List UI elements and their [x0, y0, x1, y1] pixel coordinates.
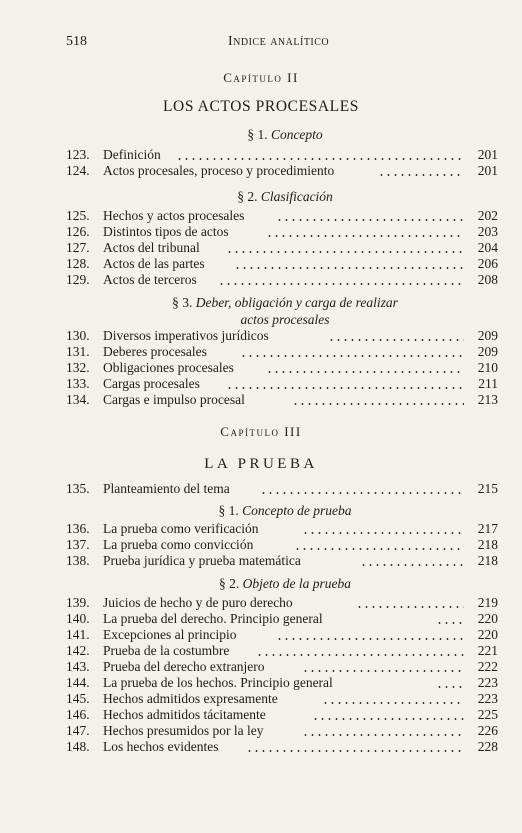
dot-leader [356, 606, 464, 608]
entry-page: 219 [477, 595, 498, 610]
chapter-label: Capítulo II [223, 70, 299, 85]
dot-leader [302, 532, 464, 534]
toc-entry[interactable] [66, 208, 498, 224]
dot-leader [266, 371, 464, 373]
entry-page: 226 [477, 723, 498, 738]
running-head-title: Indice analítico [228, 34, 330, 49]
entry-title: Diversos imperativos jurídicos [103, 328, 269, 343]
entry-title: Planteamiento del tema [103, 481, 230, 496]
dot-leader [292, 403, 464, 405]
chapter-label: Capítulo III [220, 424, 302, 439]
entry-number: 125. [66, 208, 90, 223]
toc-entry[interactable] [66, 147, 498, 163]
entry-number: 129. [66, 272, 90, 287]
entry-number: 123. [66, 147, 90, 162]
toc-entry[interactable] [66, 739, 498, 755]
entry-number: 140. [66, 611, 90, 626]
entry-title: Cargas e impulso procesal [103, 392, 245, 407]
entry-title: Deberes procesales [103, 344, 207, 359]
entry-title: Obligaciones procesales [103, 360, 234, 375]
dot-leader [276, 219, 464, 221]
entry-page: 225 [477, 707, 498, 722]
entry-title: La prueba de los hechos. Principio general [103, 675, 333, 690]
entry-number: 131. [66, 344, 90, 359]
entry-page: 201 [477, 163, 498, 178]
entry-page: 204 [477, 240, 498, 255]
chapter-title: LOS ACTOS PROCESALES [162, 98, 360, 115]
entry-page: 220 [477, 627, 498, 642]
section-heading: § 2. Objeto de la prueba [219, 576, 351, 591]
entry-page: 209 [477, 328, 498, 343]
dot-leader [302, 670, 464, 672]
entry-page: 201 [477, 147, 498, 162]
chapter-title: LA PRUEBA [204, 456, 318, 472]
toc-entry[interactable] [66, 256, 498, 272]
dot-leader [226, 251, 464, 253]
entry-page: 228 [477, 739, 498, 754]
toc-entry[interactable] [66, 611, 498, 627]
dot-leader [328, 339, 464, 341]
entry-page: 218 [477, 537, 498, 552]
toc-entry[interactable] [66, 224, 498, 240]
toc-entry[interactable] [66, 627, 498, 643]
entry-number: 142. [66, 643, 90, 658]
entry-title: Actos del tribunal [103, 240, 200, 255]
entry-page: 209 [477, 344, 498, 359]
section-heading: § 2. Clasificación [237, 189, 333, 204]
toc-entry[interactable] [66, 272, 498, 288]
entry-title: Distintos tipos de actos [103, 224, 229, 239]
entry-title: Juicios de hecho y de puro derecho [103, 595, 293, 610]
page-number: 518 [66, 34, 87, 49]
dot-leader [218, 283, 464, 285]
entry-number: 139. [66, 595, 90, 610]
dot-leader [276, 638, 464, 640]
entry-title: Actos de las partes [103, 256, 205, 271]
entry-number: 124. [66, 163, 90, 178]
entry-number: 132. [66, 360, 90, 375]
toc-entry[interactable] [66, 328, 498, 344]
entry-number: 136. [66, 521, 90, 536]
entry-title: Prueba del derecho extranjero [103, 659, 265, 674]
entry-page: 206 [477, 256, 498, 271]
entry-title: La prueba como verificación [103, 521, 259, 536]
entry-number: 141. [66, 627, 90, 642]
section-heading: § 1. Concepto de prueba [218, 503, 352, 518]
entry-number: 143. [66, 659, 90, 674]
entry-number: 147. [66, 723, 90, 738]
entry-title: Hechos y actos procesales [103, 208, 245, 223]
dot-leader [302, 734, 464, 736]
entry-title: Hechos presumidos por la ley [103, 723, 264, 738]
entry-number: 127. [66, 240, 90, 255]
running-head [66, 34, 484, 52]
toc-entry[interactable] [66, 376, 498, 392]
entry-number: 128. [66, 256, 90, 271]
dot-leader [436, 686, 464, 688]
toc-entry[interactable] [66, 595, 498, 611]
entry-title: Actos procesales, proceso y procedimiento [103, 163, 335, 178]
entry-title: La prueba como convicción [103, 537, 254, 552]
entry-number: 134. [66, 392, 90, 407]
dot-leader [260, 492, 464, 494]
entry-title: Hechos admitidos expresamente [103, 691, 278, 706]
dot-leader [266, 235, 464, 237]
entry-title: Prueba jurídica y prueba matemática [103, 553, 301, 568]
entry-page: 211 [478, 376, 498, 391]
entry-number: 133. [66, 376, 90, 391]
toc-entry[interactable] [66, 521, 498, 537]
entry-page: 223 [477, 691, 498, 706]
toc-entry[interactable] [66, 553, 498, 569]
dot-leader [256, 654, 464, 656]
dot-leader [240, 355, 464, 357]
entry-page: 210 [477, 360, 498, 375]
entry-number: 137. [66, 537, 90, 552]
toc-entry[interactable] [66, 643, 498, 659]
section-heading: § 3. Deber, obligación y carga de realizar actos procesales [172, 295, 398, 327]
toc-entry[interactable] [66, 240, 498, 256]
entry-title: La prueba del derecho. Principio general [103, 611, 323, 626]
toc-entry[interactable] [66, 707, 498, 723]
entry-page: 202 [477, 208, 498, 223]
entry-page: 218 [477, 553, 498, 568]
entry-number: 138. [66, 553, 90, 568]
entry-number: 135. [66, 481, 90, 496]
dot-leader [176, 158, 464, 160]
entry-page: 217 [477, 521, 498, 536]
toc-entry[interactable] [66, 659, 498, 675]
entry-page: 223 [477, 675, 498, 690]
dot-leader [378, 174, 464, 176]
entry-title: Hechos admitidos tácitamente [103, 707, 266, 722]
toc-entry[interactable] [66, 344, 498, 360]
entry-title: Excepciones al principio [103, 627, 237, 642]
dot-leader [234, 267, 464, 269]
entry-title: Los hechos evidentes [103, 739, 219, 754]
entry-page: 220 [477, 611, 498, 626]
entry-title: Cargas procesales [103, 376, 200, 391]
toc-entry[interactable] [66, 163, 498, 179]
entry-page: 221 [477, 643, 498, 658]
dot-leader [294, 548, 464, 550]
entry-number: 146. [66, 707, 90, 722]
dot-leader [322, 702, 464, 704]
toc-entry[interactable] [66, 691, 498, 707]
section-heading: § 1. Concepto [247, 127, 323, 142]
entry-page: 208 [477, 272, 498, 287]
toc-entry[interactable] [66, 481, 498, 497]
toc-entry[interactable] [66, 675, 498, 691]
dot-leader [360, 564, 464, 566]
toc-entry[interactable] [66, 537, 498, 553]
entry-number: 145. [66, 691, 90, 706]
dot-leader [312, 718, 464, 720]
entry-page: 215 [477, 481, 498, 496]
entry-page: 213 [477, 392, 498, 407]
dot-leader [246, 750, 464, 752]
entry-page: 222 [477, 659, 498, 674]
entry-page: 203 [477, 224, 498, 239]
entry-title: Definición [103, 147, 161, 162]
entry-title: Prueba de la costumbre [103, 643, 230, 658]
dot-leader [226, 387, 464, 389]
entry-number: 148. [66, 739, 90, 754]
entry-number: 126. [66, 224, 90, 239]
entry-number: 144. [66, 675, 90, 690]
entry-title: Actos de terceros [103, 272, 197, 287]
entry-number: 130. [66, 328, 90, 343]
toc-entry[interactable] [66, 360, 498, 376]
dot-leader [436, 622, 464, 624]
toc-entry[interactable] [66, 392, 498, 408]
toc-entry[interactable] [66, 723, 498, 739]
